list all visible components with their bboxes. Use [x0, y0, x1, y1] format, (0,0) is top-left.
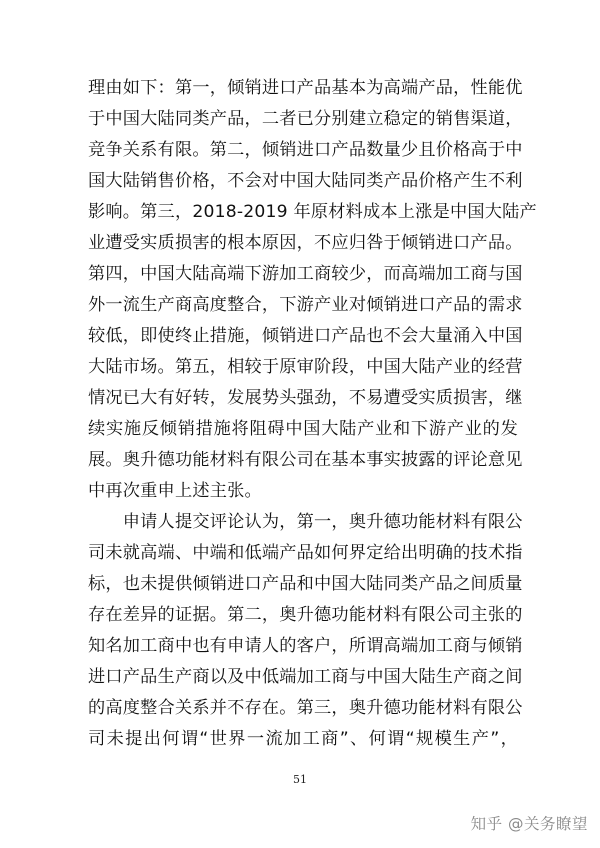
text-line: 存在差异的证据。第二，奥升德功能材料有限公司主张的 [88, 605, 523, 625]
text-line: 展。奥升德功能材料有限公司在基本事实披露的评论意见 [88, 450, 523, 470]
text-line: 进口产品生产商以及中低端加工商与中国大陆生产商之间 [88, 667, 523, 687]
text-line: 第四，中国大陆高端下游加工商较少，而高端加工商与国 [88, 264, 523, 284]
text-line: 的高度整合关系并不存在。第三，奥升德功能材料有限公 [88, 698, 523, 718]
text-line: 情况已大有好转，发展势头强劲，不易遭受实质损害，继 [88, 388, 523, 408]
text-line: 外一流生产商高度整合，下游产业对倾销进口产品的需求 [88, 295, 523, 315]
text-line: 司未提出何谓“世界一流加工商”、何谓“规模生产”， [88, 729, 518, 749]
text-line: 司未就高端、中端和低端产品如何界定给出明确的技术指 [88, 543, 523, 563]
text-line: 中再次重申上述主张。 [88, 481, 262, 501]
text-line: 续实施反倾销措施将阻碍中国大陆产业和下游产业的发 [88, 419, 518, 439]
text-line: 大陆市场。第五，相较于原审阶段，中国大陆产业的经营 [88, 357, 523, 377]
text-line: 理由如下：第一，倾销进口产品基本为高端产品，性能优 [88, 78, 523, 98]
text-line: 标，也未提供倾销进口产品和中国大陆同类产品之间质量 [88, 574, 523, 594]
text-line: 于中国大陆同类产品，二者已分别建立稳定的销售渠道， [88, 109, 523, 129]
page-number: 51 [293, 773, 307, 786]
watermark [471, 812, 588, 834]
text-line: 影响。第三，2018-2019 年原材料成本上涨是中国大陆产 [88, 202, 537, 222]
text-line: 较低，即使终止措施，倾销进口产品也不会大量涌入中国 [88, 326, 523, 346]
text-line: 申请人提交评论认为，第一，奥升德功能材料有限公 [88, 512, 523, 532]
text-line: 业遭受实质损害的根本原因，不应归咎于倾销进口产品。 [88, 233, 523, 253]
text-line: 竞争关系有限。第二，倾销进口产品数量少且价格高于中 [88, 140, 523, 160]
watermark-text: 知乎 @关务瞭望 [470, 815, 588, 833]
text-line: 国大陆销售价格，不会对中国大陆同类产品价格产生不利 [88, 171, 523, 191]
text-line: 知名加工商中也有申请人的客户，所谓高端加工商与倾销 [88, 636, 523, 656]
